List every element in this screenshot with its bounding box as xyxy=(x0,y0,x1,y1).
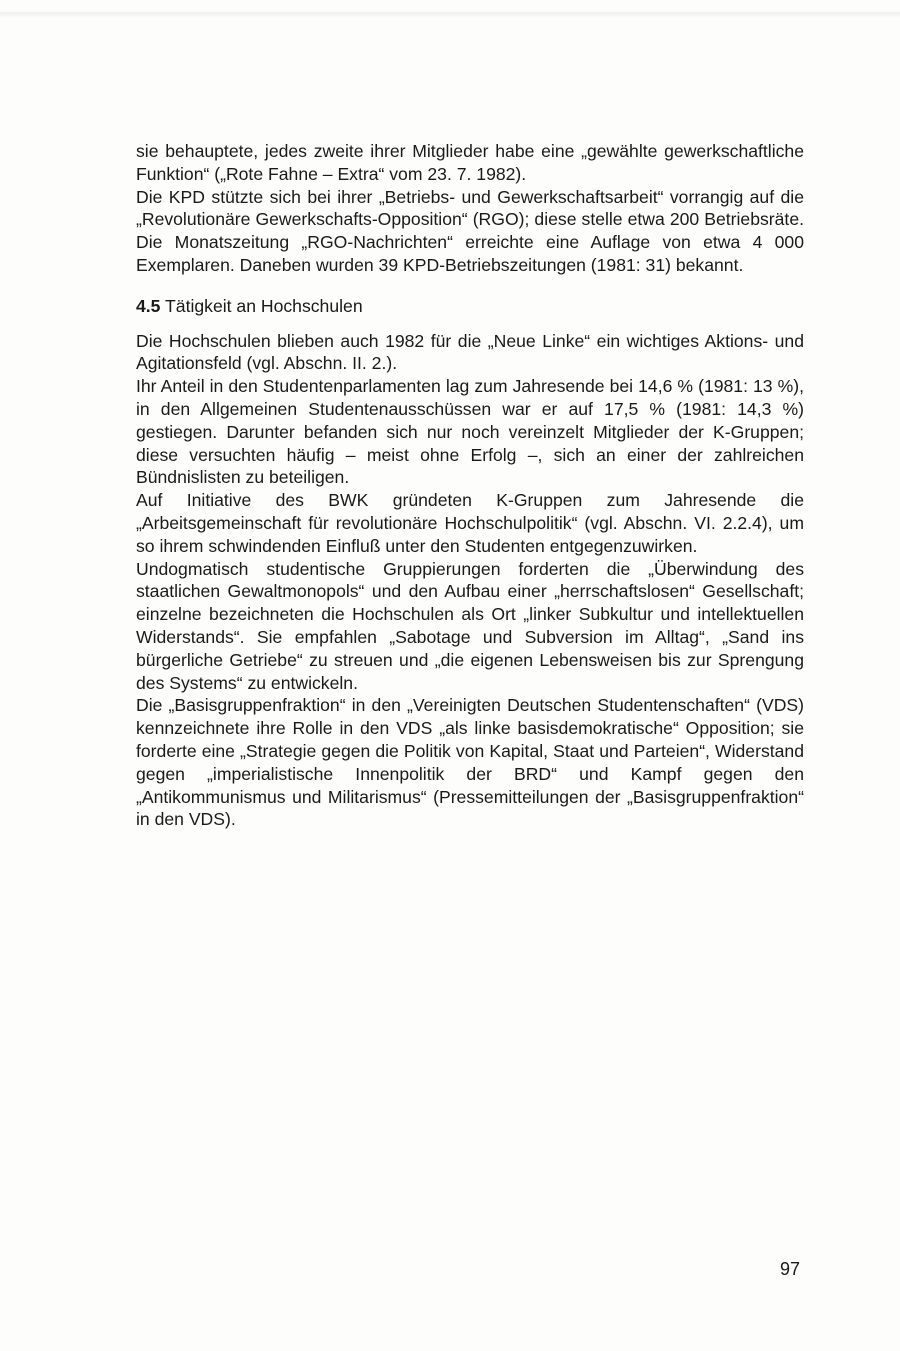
paragraph-basisgruppenfraktion: Die „Basisgruppenfraktion“ in den „Vereinigten Deutschen Studentenschaften“ (VDS) kennzeichnete ihre Rolle in den VDS „als linke basisdemokratische“ Opposition; sie forderte eine „Strategie gegen die Politik von Kapital, Staat und Parteien“, Widerstand gegen „imperialistische Innenpolitik der BRD“ und Kampf gegen den „Antikommunismus und Militarismus“ (Pressemitteilungen der „Basisgruppenfraktion“ in den VDS). xyxy=(136,695,804,830)
paragraph-gewerkschaft-funktion: sie behauptete, jedes zweite ihrer Mitglieder habe eine „gewählte gewerkschaftliche Funktion“ („Rote Fahne – Extra“ vom 23. 7. 1982). xyxy=(136,141,804,184)
paragraph-undogmatische-gruppen: Undogmatisch studentische Gruppierungen forderten die „Überwindung des staatlichen Gewaltmonopols“ und den Aufbau einer „herrschaftslosen“ Gesellschaft; einzelne bezeichneten die Hochschulen als Ort „linker Subkultur und intellektuellen Widerstands“. Sie empfahlen „Sabotage und Subversion im Alltag“, „Sand ins bürgerliche Getriebe“ zu streuen und „die eigenen Lebensweisen bis zur Sprengung des Systems“ zu entwickeln. xyxy=(136,558,804,693)
scan-edge-shadow xyxy=(0,12,900,18)
section-title: Tätigkeit an Hochschulen xyxy=(165,295,363,316)
paragraph-bwk-initiative: Auf Initiative des BWK gründeten K-Gruppen zum Jahresende die „Arbeitsgemeinschaft für revolutionäre Hochschulpolitik“ (vgl. Abschn. VI. 2.2.4), um so ihrem schwindenden Einfluß unter den Studenten entgegenzuwirken. xyxy=(136,490,804,556)
paragraph-hochschulen-aktionsfeld: Die Hochschulen blieben auch 1982 für die „Neue Linke“ ein wichtiges Aktions- und Agitationsfeld (vgl. Abschn. II. 2.). xyxy=(136,330,804,374)
body-text xyxy=(136,140,804,831)
page-number: 97 xyxy=(780,1259,801,1279)
section-heading xyxy=(136,295,804,318)
paragraph-kpd-betriebsarbeit: Die KPD stützte sich bei ihrer „Betriebs- und Gewerkschaftsarbeit“ vorrangig auf die „Revolutionäre Gewerkschafts-Opposition“ (RGO); diese stelle etwa 200 Betriebsräte. Die Monatszeitung „RGO-Nachrichten“ erreichte eine Auflage von etwa 4 000 Exemplaren. Daneben wurden 39 KPD-Betriebszeitungen (1981: 31) bekannt. xyxy=(136,186,804,275)
paragraph-studentenparlamente: Ihr Anteil in den Studentenparlamenten lag zum Jahresende bei 14,6 % (1981: 13 %), in den Allgemeinen Studentenausschüssen war er auf 17,5 % (1981: 14,3 %) gestiegen. Darunter befanden sich nur noch vereinzelt Mitglieder der K-Gruppen; diese versuchten häufig – meist ohne Erfolg –, sich an einer der zahlreichen Bündnislisten zu beteiligen. xyxy=(136,376,804,488)
section-number: 4.5 xyxy=(136,295,161,316)
